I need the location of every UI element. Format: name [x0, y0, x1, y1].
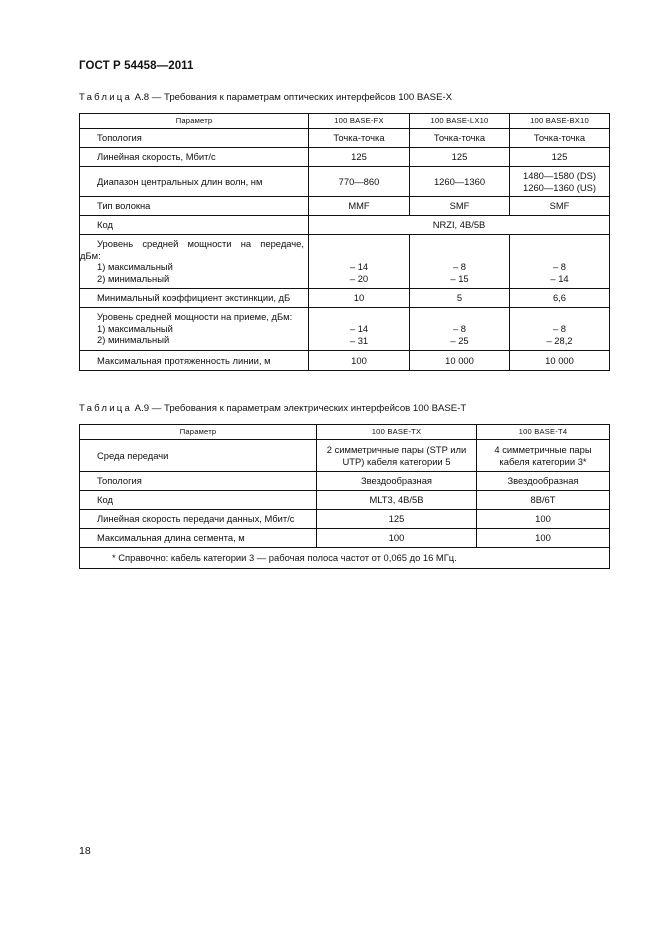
- value-cell: [510, 308, 610, 351]
- value-cell: 8B/6T: [477, 491, 610, 510]
- param-cell: Линейная скорость передачи данных, Мбит/с: [80, 510, 317, 529]
- value-cell: 10 000: [410, 351, 510, 371]
- param-line: дБм:: [80, 249, 101, 261]
- column-header: 100 BASE-T4: [477, 425, 610, 440]
- table-row: [80, 308, 610, 351]
- value-line: – 8: [552, 261, 567, 272]
- value-line: 1480—1580 (DS): [523, 170, 596, 181]
- value-line: – 8: [452, 323, 467, 334]
- value-line: 1260—1360 (US): [523, 181, 596, 193]
- table-a8-caption-text: А.8 — Требования к параметрам оптических интерфейсов 100 BASE-X: [132, 92, 453, 103]
- value-line: – 14: [349, 261, 369, 272]
- value-cell: 125: [410, 148, 510, 167]
- column-header: Параметр: [80, 114, 309, 129]
- table-a9-caption-word: Таблица: [79, 403, 133, 414]
- value-cell: [410, 235, 510, 289]
- column-header: 100 BASE-TX: [317, 425, 477, 440]
- param-cell: Код: [80, 491, 317, 510]
- column-header: 100 BASE-FX: [309, 114, 410, 129]
- value-cell: 5: [410, 289, 510, 308]
- value-line: – 14: [550, 272, 569, 284]
- table-footnote: * Справочно: кабель категории 3 — рабочая полоса частот от 0,065 до 16 МГц.: [80, 548, 610, 569]
- value-cell: 125: [317, 510, 477, 529]
- param-cell: [80, 235, 309, 289]
- table-header-row: [80, 114, 610, 129]
- table-row: [80, 167, 610, 197]
- param-line: 2) минимальный: [97, 334, 170, 345]
- table-header-row: [80, 425, 610, 440]
- param-cell: Максимальная длина сегмента, м: [80, 529, 317, 548]
- value-line: – 8: [452, 261, 467, 272]
- table-a8: [79, 113, 610, 371]
- param-cell: Топология: [80, 472, 317, 491]
- param-cell: Линейная скорость, Мбит/с: [80, 148, 309, 167]
- value-cell: 100: [309, 351, 410, 371]
- param-cell: Тип волокна: [80, 197, 309, 216]
- value-cell: 125: [510, 148, 610, 167]
- value-cell: SMF: [410, 197, 510, 216]
- param-line: 2) минимальный: [97, 272, 170, 284]
- table-row: [80, 129, 610, 148]
- column-header: 100 BASE-BX10: [510, 114, 610, 129]
- value-cell: SMF: [510, 197, 610, 216]
- value-cell: MMF: [309, 197, 410, 216]
- page-number: 18: [79, 845, 91, 857]
- param-cell: [80, 308, 309, 351]
- value-cell: [410, 308, 510, 351]
- value-cell: Звездообразная: [317, 472, 477, 491]
- table-row: [80, 440, 610, 472]
- value-cell: Звездообразная: [477, 472, 610, 491]
- table-row: [80, 148, 610, 167]
- value-cell: 100: [317, 529, 477, 548]
- table-a9: [79, 424, 610, 569]
- value-cell: [309, 308, 410, 351]
- param-cell: Минимальный коэффициент экстинкции, дБ: [80, 289, 309, 308]
- param-line: 1) максимальный: [97, 261, 173, 272]
- table-row: [80, 289, 610, 308]
- value-cell: 10: [309, 289, 410, 308]
- value-line: – 20: [349, 272, 369, 284]
- value-line: – 15: [450, 272, 469, 284]
- param-line: Уровень средней мощности на передаче,: [97, 238, 304, 249]
- value-cell: 770—860: [309, 167, 410, 197]
- value-line: – 25: [450, 334, 469, 346]
- value-cell: [309, 235, 410, 289]
- value-cell: 125: [309, 148, 410, 167]
- table-row: [80, 472, 610, 491]
- value-line: – 28,2: [546, 334, 573, 346]
- value-line: – 31: [349, 334, 369, 346]
- value-cell: 100: [477, 510, 610, 529]
- param-cell: Код: [80, 216, 309, 235]
- column-header: 100 BASE-LX10: [410, 114, 510, 129]
- value-cell: Точка-точка: [309, 129, 410, 148]
- value-cell: 100: [477, 529, 610, 548]
- value-cell: [510, 235, 610, 289]
- table-row: [80, 351, 610, 371]
- table-row: [80, 491, 610, 510]
- merged-value-cell: NRZI, 4B/5B: [309, 216, 610, 235]
- param-cell: Среда передачи: [80, 440, 317, 472]
- footnote-row: [80, 548, 610, 569]
- table-a9-caption-text: А.9 — Требования к параметрам электрических интерфейсов 100 BASE-T: [132, 403, 467, 414]
- column-header: Параметр: [80, 425, 317, 440]
- value-cell: 6,6: [510, 289, 610, 308]
- param-line: Уровень средней мощности на приеме, дБм:: [97, 311, 293, 322]
- value-cell: [510, 167, 610, 197]
- value-line: 4 симметричные пары: [494, 444, 592, 455]
- table-a9-caption: [79, 403, 466, 414]
- table-a8-caption: [79, 92, 452, 103]
- value-cell: MLT3, 4B/5B: [317, 491, 477, 510]
- param-cell: Максимальная протяженность линии, м: [80, 351, 309, 371]
- param-cell: Диапазон центральных длин волн, нм: [80, 167, 309, 197]
- param-cell: Топология: [80, 129, 309, 148]
- standard-designation: ГОСТ Р 54458—2011: [79, 60, 194, 72]
- table-row: [80, 235, 610, 289]
- table-a8-caption-word: Таблица: [79, 92, 133, 103]
- value-line: кабеля категории 3*: [499, 455, 587, 467]
- table-row: [80, 529, 610, 548]
- value-line: – 14: [349, 323, 369, 334]
- table-row: [80, 216, 610, 235]
- value-cell: [317, 440, 477, 472]
- value-cell: 10 000: [510, 351, 610, 371]
- value-line: UTP) кабеля категории 5: [342, 455, 451, 467]
- value-cell: 1260—1360: [410, 167, 510, 197]
- value-line: 2 симметричные пары (STP или: [326, 444, 467, 455]
- table-row: [80, 197, 610, 216]
- value-cell: Точка-точка: [410, 129, 510, 148]
- value-cell: [477, 440, 610, 472]
- param-line: 1) максимальный: [97, 322, 173, 334]
- value-line: – 8: [552, 323, 567, 334]
- value-cell: Точка-точка: [510, 129, 610, 148]
- table-row: [80, 510, 610, 529]
